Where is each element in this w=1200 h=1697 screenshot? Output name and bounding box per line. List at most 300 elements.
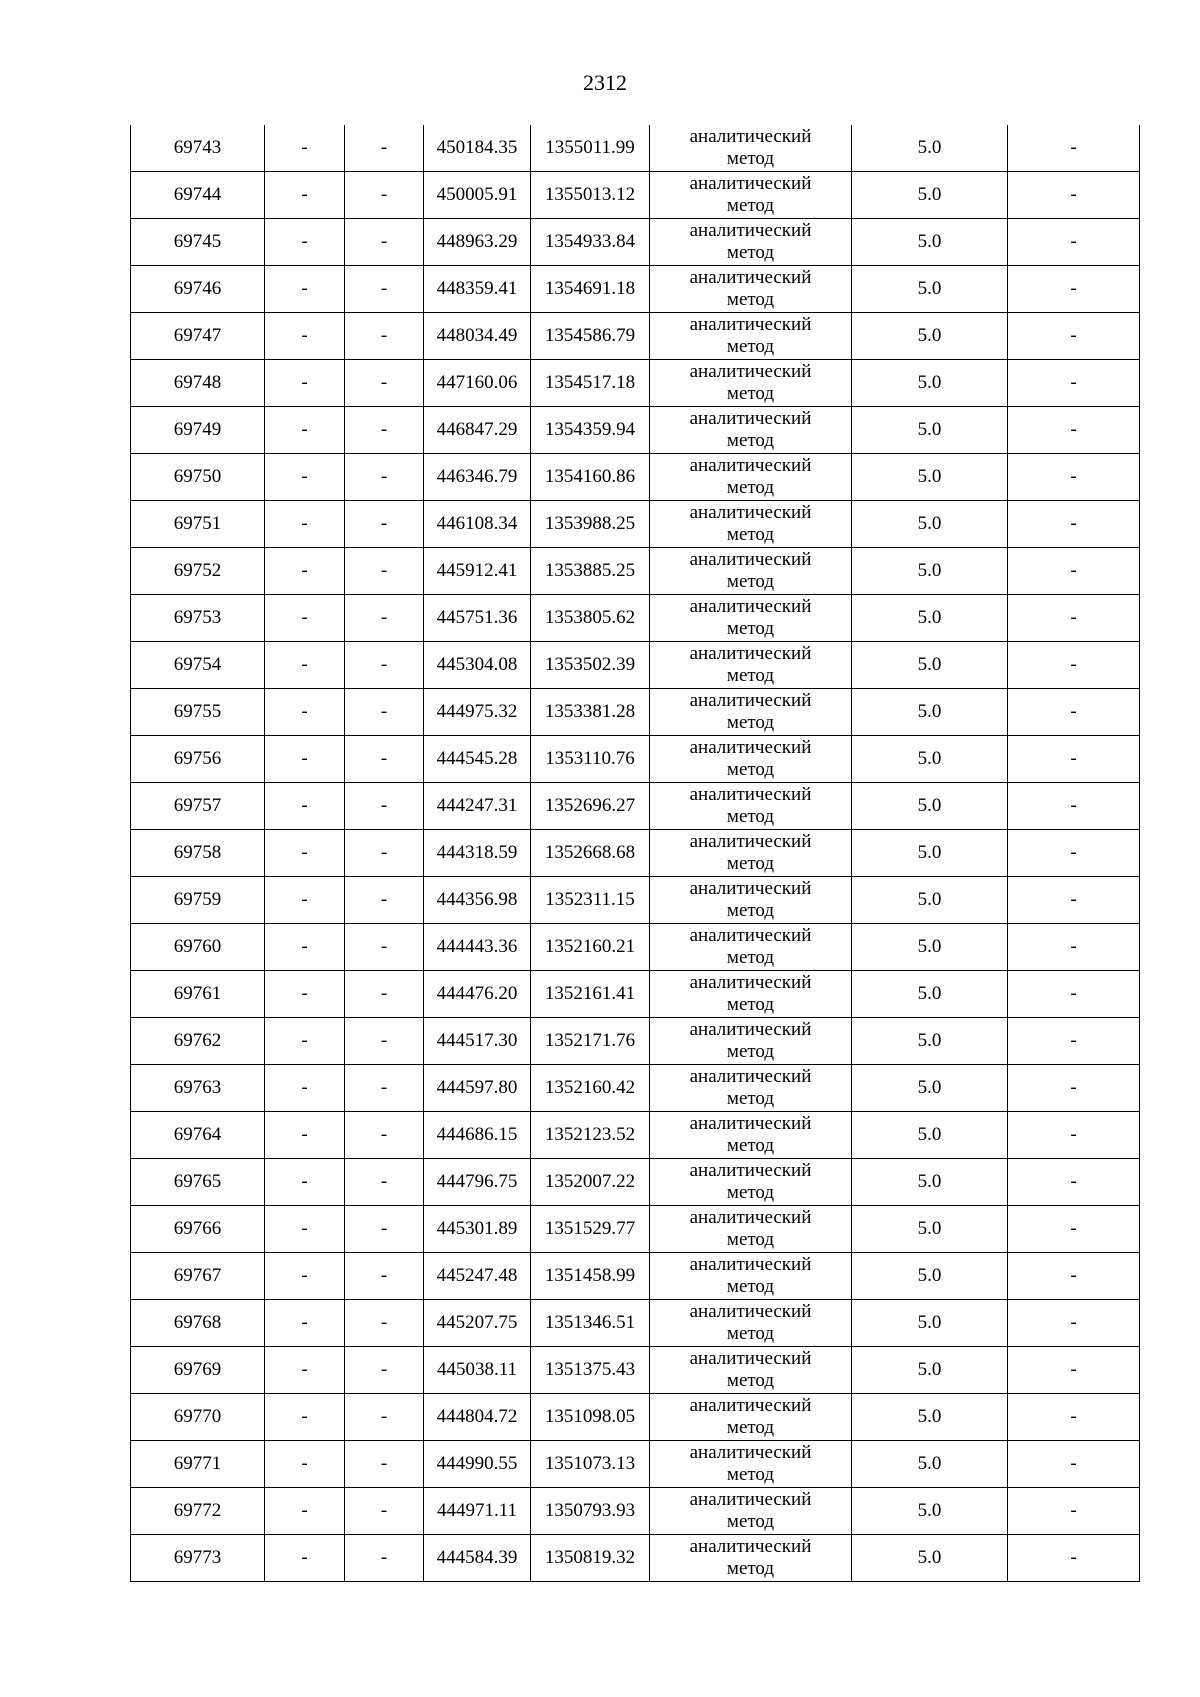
x-coordinate-cell: 446346.79: [424, 454, 531, 501]
column-3-cell: -: [345, 266, 424, 313]
method-cell: [650, 454, 852, 501]
method-line-1: аналитический: [689, 1160, 812, 1181]
column-8-cell: -: [1008, 360, 1140, 407]
column-8-cell: -: [1008, 1206, 1140, 1253]
column-3-cell: -: [345, 454, 424, 501]
column-8-cell: -: [1008, 1535, 1140, 1582]
column-3-cell: -: [345, 172, 424, 219]
method-cell: [650, 642, 852, 689]
column-3-cell: -: [345, 219, 424, 266]
method-cell: [650, 266, 852, 313]
column-8-cell: -: [1008, 736, 1140, 783]
column-2-cell: -: [265, 501, 345, 548]
method-line-2: метод: [726, 242, 775, 263]
column-2-cell: -: [265, 1441, 345, 1488]
method-line-1: аналитический: [689, 596, 812, 617]
column-3-cell: -: [345, 1018, 424, 1065]
x-coordinate-cell: 450005.91: [424, 172, 531, 219]
column-8-cell: -: [1008, 689, 1140, 736]
column-8-cell: -: [1008, 313, 1140, 360]
table-body: [131, 125, 1140, 1582]
method-line-1: аналитический: [689, 643, 812, 664]
x-coordinate-cell: 444796.75: [424, 1159, 531, 1206]
accuracy-cell: 5.0: [852, 1347, 1008, 1394]
x-coordinate-cell: 444318.59: [424, 830, 531, 877]
column-2-cell: -: [265, 924, 345, 971]
column-2-cell: -: [265, 1394, 345, 1441]
method-line-1: аналитический: [689, 361, 812, 382]
column-3-cell: -: [345, 407, 424, 454]
column-3-cell: -: [345, 642, 424, 689]
column-8-cell: -: [1008, 172, 1140, 219]
table-row: [131, 1347, 1140, 1394]
x-coordinate-cell: 444356.98: [424, 877, 531, 924]
column-2-cell: -: [265, 1488, 345, 1535]
accuracy-cell: 5.0: [852, 219, 1008, 266]
accuracy-cell: 5.0: [852, 407, 1008, 454]
method-cell: [650, 172, 852, 219]
method-line-2: метод: [726, 1229, 775, 1250]
method-line-1: аналитический: [689, 173, 812, 194]
accuracy-cell: 5.0: [852, 501, 1008, 548]
point-number-cell: 69762: [131, 1018, 265, 1065]
method-line-2: метод: [726, 618, 775, 639]
accuracy-cell: 5.0: [852, 1441, 1008, 1488]
point-number-cell: 69751: [131, 501, 265, 548]
table-row: [131, 595, 1140, 642]
point-number-cell: 69768: [131, 1300, 265, 1347]
accuracy-cell: 5.0: [852, 1488, 1008, 1535]
table-row: [131, 924, 1140, 971]
table-row: [131, 313, 1140, 360]
y-coordinate-cell: 1352007.22: [531, 1159, 650, 1206]
column-2-cell: -: [265, 548, 345, 595]
point-number-cell: 69744: [131, 172, 265, 219]
method-line-1: аналитический: [689, 126, 812, 147]
y-coordinate-cell: 1352668.68: [531, 830, 650, 877]
point-number-cell: 69770: [131, 1394, 265, 1441]
method-line-1: аналитический: [689, 831, 812, 852]
x-coordinate-cell: 448963.29: [424, 219, 531, 266]
point-number-cell: 69772: [131, 1488, 265, 1535]
column-3-cell: -: [345, 501, 424, 548]
method-cell: [650, 736, 852, 783]
accuracy-cell: 5.0: [852, 1112, 1008, 1159]
column-8-cell: -: [1008, 548, 1140, 595]
accuracy-cell: 5.0: [852, 1535, 1008, 1582]
table-row: [131, 266, 1140, 313]
point-number-cell: 69749: [131, 407, 265, 454]
method-line-1: аналитический: [689, 455, 812, 476]
column-2-cell: -: [265, 1112, 345, 1159]
y-coordinate-cell: 1353885.25: [531, 548, 650, 595]
method-line-1: аналитический: [689, 408, 812, 429]
method-line-1: аналитический: [689, 1442, 812, 1463]
point-number-cell: 69773: [131, 1535, 265, 1582]
y-coordinate-cell: 1355013.12: [531, 172, 650, 219]
method-line-1: аналитический: [689, 1207, 812, 1228]
table-row: [131, 1065, 1140, 1112]
column-3-cell: -: [345, 924, 424, 971]
method-line-1: аналитический: [689, 1019, 812, 1040]
point-number-cell: 69764: [131, 1112, 265, 1159]
column-8-cell: -: [1008, 1441, 1140, 1488]
method-cell: [650, 1065, 852, 1112]
x-coordinate-cell: 444584.39: [424, 1535, 531, 1582]
x-coordinate-cell: 444804.72: [424, 1394, 531, 1441]
method-line-2: метод: [726, 477, 775, 498]
method-cell: [650, 1206, 852, 1253]
accuracy-cell: 5.0: [852, 783, 1008, 830]
column-8-cell: -: [1008, 971, 1140, 1018]
y-coordinate-cell: 1352160.42: [531, 1065, 650, 1112]
table-row: [131, 1253, 1140, 1300]
method-line-1: аналитический: [689, 737, 812, 758]
table-row: [131, 548, 1140, 595]
column-3-cell: -: [345, 736, 424, 783]
method-cell: [650, 830, 852, 877]
table-row: [131, 1488, 1140, 1535]
y-coordinate-cell: 1351346.51: [531, 1300, 650, 1347]
x-coordinate-cell: 444247.31: [424, 783, 531, 830]
x-coordinate-cell: 444990.55: [424, 1441, 531, 1488]
column-2-cell: -: [265, 266, 345, 313]
method-cell: [650, 1535, 852, 1582]
point-number-cell: 69745: [131, 219, 265, 266]
point-number-cell: 69747: [131, 313, 265, 360]
point-number-cell: 69752: [131, 548, 265, 595]
column-2-cell: -: [265, 172, 345, 219]
method-line-2: метод: [726, 994, 775, 1015]
y-coordinate-cell: 1354691.18: [531, 266, 650, 313]
table-row: [131, 1018, 1140, 1065]
method-line-2: метод: [726, 853, 775, 874]
table-row: [131, 1300, 1140, 1347]
column-8-cell: -: [1008, 1159, 1140, 1206]
column-2-cell: -: [265, 642, 345, 689]
column-3-cell: -: [345, 125, 424, 172]
table-row: [131, 783, 1140, 830]
y-coordinate-cell: 1353502.39: [531, 642, 650, 689]
column-8-cell: -: [1008, 1488, 1140, 1535]
column-3-cell: -: [345, 1206, 424, 1253]
column-3-cell: -: [345, 313, 424, 360]
method-line-2: метод: [726, 383, 775, 404]
y-coordinate-cell: 1352160.21: [531, 924, 650, 971]
y-coordinate-cell: 1354586.79: [531, 313, 650, 360]
accuracy-cell: 5.0: [852, 830, 1008, 877]
column-8-cell: -: [1008, 1253, 1140, 1300]
column-3-cell: -: [345, 595, 424, 642]
method-cell: [650, 1112, 852, 1159]
column-2-cell: -: [265, 1535, 345, 1582]
column-2-cell: -: [265, 407, 345, 454]
column-2-cell: -: [265, 689, 345, 736]
method-cell: [650, 1488, 852, 1535]
column-8-cell: -: [1008, 454, 1140, 501]
method-line-2: метод: [726, 289, 775, 310]
method-line-2: метод: [726, 148, 775, 169]
column-2-cell: -: [265, 877, 345, 924]
y-coordinate-cell: 1355011.99: [531, 125, 650, 172]
method-line-2: метод: [726, 430, 775, 451]
table-row: [131, 454, 1140, 501]
column-2-cell: -: [265, 313, 345, 360]
method-line-2: метод: [726, 195, 775, 216]
accuracy-cell: 5.0: [852, 266, 1008, 313]
column-3-cell: -: [345, 1253, 424, 1300]
x-coordinate-cell: 446847.29: [424, 407, 531, 454]
method-line-1: аналитический: [689, 1301, 812, 1322]
method-line-2: метод: [726, 1464, 775, 1485]
column-8-cell: -: [1008, 783, 1140, 830]
y-coordinate-cell: 1352696.27: [531, 783, 650, 830]
method-line-2: метод: [726, 336, 775, 357]
column-8-cell: -: [1008, 642, 1140, 689]
x-coordinate-cell: 444545.28: [424, 736, 531, 783]
y-coordinate-cell: 1351098.05: [531, 1394, 650, 1441]
point-number-cell: 69755: [131, 689, 265, 736]
accuracy-cell: 5.0: [852, 1018, 1008, 1065]
method-cell: [650, 595, 852, 642]
method-line-1: аналитический: [689, 1395, 812, 1416]
point-number-cell: 69761: [131, 971, 265, 1018]
point-number-cell: 69759: [131, 877, 265, 924]
point-number-cell: 69746: [131, 266, 265, 313]
table-row: [131, 360, 1140, 407]
method-line-1: аналитический: [689, 878, 812, 899]
method-line-1: аналитический: [689, 549, 812, 570]
accuracy-cell: 5.0: [852, 548, 1008, 595]
method-line-2: метод: [726, 1182, 775, 1203]
method-cell: [650, 1347, 852, 1394]
point-number-cell: 69760: [131, 924, 265, 971]
column-2-cell: -: [265, 1300, 345, 1347]
column-2-cell: -: [265, 454, 345, 501]
accuracy-cell: 5.0: [852, 642, 1008, 689]
column-3-cell: -: [345, 360, 424, 407]
y-coordinate-cell: 1351073.13: [531, 1441, 650, 1488]
y-coordinate-cell: 1351375.43: [531, 1347, 650, 1394]
accuracy-cell: 5.0: [852, 172, 1008, 219]
x-coordinate-cell: 444597.80: [424, 1065, 531, 1112]
x-coordinate-cell: 445751.36: [424, 595, 531, 642]
method-cell: [650, 689, 852, 736]
x-coordinate-cell: 446108.34: [424, 501, 531, 548]
column-8-cell: -: [1008, 125, 1140, 172]
y-coordinate-cell: 1353381.28: [531, 689, 650, 736]
method-line-2: метод: [726, 947, 775, 968]
table-row: [131, 219, 1140, 266]
method-line-2: метод: [726, 665, 775, 686]
method-line-2: метод: [726, 1370, 775, 1391]
accuracy-cell: 5.0: [852, 689, 1008, 736]
method-line-2: метод: [726, 1041, 775, 1062]
method-cell: [650, 1300, 852, 1347]
x-coordinate-cell: 444971.11: [424, 1488, 531, 1535]
column-8-cell: -: [1008, 1394, 1140, 1441]
column-3-cell: -: [345, 1300, 424, 1347]
method-line-2: метод: [726, 571, 775, 592]
accuracy-cell: 5.0: [852, 971, 1008, 1018]
accuracy-cell: 5.0: [852, 1206, 1008, 1253]
method-line-1: аналитический: [689, 314, 812, 335]
column-3-cell: -: [345, 971, 424, 1018]
column-2-cell: -: [265, 1253, 345, 1300]
accuracy-cell: 5.0: [852, 360, 1008, 407]
column-8-cell: -: [1008, 1018, 1140, 1065]
y-coordinate-cell: 1354359.94: [531, 407, 650, 454]
point-number-cell: 69743: [131, 125, 265, 172]
x-coordinate-cell: 450184.35: [424, 125, 531, 172]
table-row: [131, 1535, 1140, 1582]
x-coordinate-cell: 445304.08: [424, 642, 531, 689]
method-line-2: метод: [726, 1088, 775, 1109]
method-line-2: метод: [726, 806, 775, 827]
point-number-cell: 69765: [131, 1159, 265, 1206]
y-coordinate-cell: 1353110.76: [531, 736, 650, 783]
x-coordinate-cell: 444443.36: [424, 924, 531, 971]
column-3-cell: -: [345, 548, 424, 595]
accuracy-cell: 5.0: [852, 1253, 1008, 1300]
table-row: [131, 1394, 1140, 1441]
accuracy-cell: 5.0: [852, 1065, 1008, 1112]
accuracy-cell: 5.0: [852, 877, 1008, 924]
column-8-cell: -: [1008, 595, 1140, 642]
method-line-2: метод: [726, 1135, 775, 1156]
accuracy-cell: 5.0: [852, 595, 1008, 642]
x-coordinate-cell: 444975.32: [424, 689, 531, 736]
coordinates-table: [130, 125, 1140, 1582]
method-cell: [650, 1018, 852, 1065]
column-8-cell: -: [1008, 1347, 1140, 1394]
table-row: [131, 125, 1140, 172]
y-coordinate-cell: 1353805.62: [531, 595, 650, 642]
method-cell: [650, 548, 852, 595]
point-number-cell: 69758: [131, 830, 265, 877]
column-8-cell: -: [1008, 501, 1140, 548]
method-line-1: аналитический: [689, 925, 812, 946]
x-coordinate-cell: 445247.48: [424, 1253, 531, 1300]
method-cell: [650, 1394, 852, 1441]
method-line-2: метод: [726, 1558, 775, 1579]
point-number-cell: 69757: [131, 783, 265, 830]
table-row: [131, 501, 1140, 548]
column-2-cell: -: [265, 125, 345, 172]
column-3-cell: -: [345, 1535, 424, 1582]
column-3-cell: -: [345, 1441, 424, 1488]
column-8-cell: -: [1008, 1300, 1140, 1347]
method-line-1: аналитический: [689, 784, 812, 805]
column-3-cell: -: [345, 1065, 424, 1112]
method-line-2: метод: [726, 1323, 775, 1344]
y-coordinate-cell: 1352161.41: [531, 971, 650, 1018]
method-cell: [650, 971, 852, 1018]
method-line-2: метод: [726, 759, 775, 780]
table-row: [131, 1441, 1140, 1488]
method-cell: [650, 125, 852, 172]
column-2-cell: -: [265, 971, 345, 1018]
column-3-cell: -: [345, 830, 424, 877]
point-number-cell: 69754: [131, 642, 265, 689]
y-coordinate-cell: 1351529.77: [531, 1206, 650, 1253]
x-coordinate-cell: 444517.30: [424, 1018, 531, 1065]
x-coordinate-cell: 444686.15: [424, 1112, 531, 1159]
x-coordinate-cell: 448359.41: [424, 266, 531, 313]
method-line-1: аналитический: [689, 220, 812, 241]
method-line-1: аналитический: [689, 1348, 812, 1369]
method-line-1: аналитический: [689, 267, 812, 288]
x-coordinate-cell: 447160.06: [424, 360, 531, 407]
table-row: [131, 689, 1140, 736]
page-number: 2312: [583, 70, 627, 95]
column-3-cell: -: [345, 1112, 424, 1159]
accuracy-cell: 5.0: [852, 736, 1008, 783]
method-line-1: аналитический: [689, 502, 812, 523]
method-line-1: аналитический: [689, 972, 812, 993]
table-row: [131, 877, 1140, 924]
point-number-cell: 69748: [131, 360, 265, 407]
method-cell: [650, 1253, 852, 1300]
method-cell: [650, 877, 852, 924]
column-2-cell: -: [265, 830, 345, 877]
column-8-cell: -: [1008, 924, 1140, 971]
accuracy-cell: 5.0: [852, 924, 1008, 971]
table-row: [131, 172, 1140, 219]
column-3-cell: -: [345, 1347, 424, 1394]
method-line-1: аналитический: [689, 1536, 812, 1557]
method-cell: [650, 313, 852, 360]
column-2-cell: -: [265, 736, 345, 783]
accuracy-cell: 5.0: [852, 1159, 1008, 1206]
column-2-cell: -: [265, 595, 345, 642]
column-3-cell: -: [345, 877, 424, 924]
x-coordinate-cell: 445038.11: [424, 1347, 531, 1394]
column-2-cell: -: [265, 1159, 345, 1206]
column-2-cell: -: [265, 1018, 345, 1065]
point-number-cell: 69769: [131, 1347, 265, 1394]
method-line-1: аналитический: [689, 1489, 812, 1510]
table-row: [131, 1206, 1140, 1253]
method-cell: [650, 924, 852, 971]
accuracy-cell: 5.0: [852, 454, 1008, 501]
column-2-cell: -: [265, 1347, 345, 1394]
method-line-1: аналитический: [689, 690, 812, 711]
table-row: [131, 642, 1140, 689]
column-3-cell: -: [345, 689, 424, 736]
method-cell: [650, 219, 852, 266]
method-cell: [650, 1441, 852, 1488]
column-3-cell: -: [345, 783, 424, 830]
column-3-cell: -: [345, 1159, 424, 1206]
method-line-1: аналитический: [689, 1066, 812, 1087]
y-coordinate-cell: 1350793.93: [531, 1488, 650, 1535]
x-coordinate-cell: 445912.41: [424, 548, 531, 595]
method-line-1: аналитический: [689, 1113, 812, 1134]
y-coordinate-cell: 1352311.15: [531, 877, 650, 924]
point-number-cell: 69756: [131, 736, 265, 783]
method-line-2: метод: [726, 1417, 775, 1438]
x-coordinate-cell: 448034.49: [424, 313, 531, 360]
x-coordinate-cell: 445301.89: [424, 1206, 531, 1253]
column-3-cell: -: [345, 1488, 424, 1535]
column-8-cell: -: [1008, 830, 1140, 877]
table-row: [131, 407, 1140, 454]
column-8-cell: -: [1008, 1112, 1140, 1159]
column-8-cell: -: [1008, 877, 1140, 924]
table-row: [131, 1112, 1140, 1159]
point-number-cell: 69766: [131, 1206, 265, 1253]
